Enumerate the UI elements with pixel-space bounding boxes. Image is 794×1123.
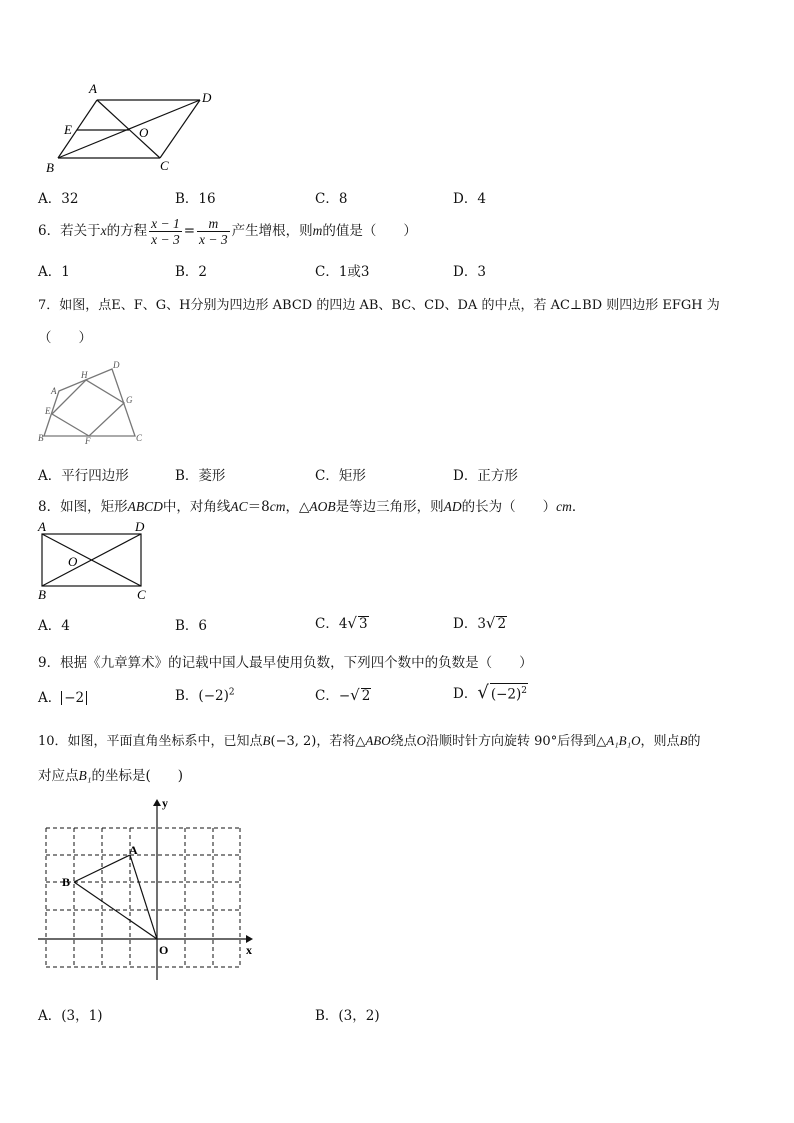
q8-p2: 中，对角线 [162, 499, 231, 515]
q6-mid1: 的方程 [106, 223, 148, 239]
q10-p2: ，若将△ [316, 734, 366, 749]
q8-option-d-pre: D．3 [453, 616, 486, 632]
q8-option-d-radicand: 2 [497, 616, 507, 632]
q7-quad-efgh [52, 380, 124, 436]
q7-stem-line2: （ ） [38, 330, 92, 346]
q10-b2: B [679, 733, 688, 748]
q10-stem-line1 [38, 730, 701, 749]
sqrt-icon: √ [350, 686, 360, 704]
q8-label-o: O [68, 554, 78, 569]
q9-option-d-base: (−2) [490, 686, 522, 702]
q6-stem [38, 214, 417, 248]
q8-option-d[interactable] [453, 612, 507, 632]
q8-ad: AD [443, 499, 462, 514]
q9-option-d-radicand [490, 683, 528, 702]
q6-option-b[interactable]: B．2 [175, 264, 208, 280]
q10-option-b[interactable]: B．(3，2) [315, 1008, 380, 1024]
q10-p4: 沿顺时针方向旋转 90°后得到△ [426, 734, 607, 749]
q6-option-a[interactable]: A．1 [38, 264, 70, 280]
q9-option-b-base: (−2) [198, 688, 229, 704]
q7-label-d: D [113, 360, 120, 370]
q7-label-f: F [85, 436, 91, 446]
q8-ac: AC [230, 499, 248, 514]
q10-line2-post: 的坐标是( ) [91, 768, 183, 784]
q6-frac1-num: x − 1 [151, 216, 180, 231]
q10-x-arrow-icon [246, 935, 253, 943]
q10-line2-pre: 对应点 [38, 768, 79, 784]
q6-option-d[interactable]: D．3 [453, 264, 486, 280]
q7-option-a[interactable]: A．平行四边形 [38, 468, 129, 484]
q9-stem: 9．根据《九章算术》的记载中国人最早使用负数，下列四个数中的负数是（ ） [38, 655, 533, 671]
q8-rectangle-figure [34, 518, 159, 602]
q8-option-c-pre: C．4 [315, 616, 348, 632]
q6-var-x: x [100, 223, 107, 238]
q5-parallelogram-figure [40, 80, 230, 180]
q5-option-a[interactable]: A．32 [38, 191, 79, 207]
q7-quad-abcd [44, 369, 135, 436]
q6-equals: = [183, 223, 196, 239]
q8-aob: AOB [309, 499, 336, 514]
q5-option-c[interactable]: C．8 [315, 191, 348, 207]
q8-p5: 是等边三角形，则 [335, 499, 444, 515]
q7-label-b: B [38, 433, 44, 443]
q8-cm2: cm [556, 499, 572, 514]
q10-option-a[interactable]: A．(3，1) [38, 1008, 103, 1024]
sqrt-icon: √ [477, 682, 489, 703]
q6-mid2: 产生增根，则 [231, 223, 313, 239]
q8-p6: 的长为（ ） [461, 499, 557, 515]
q8-option-c-radicand: 3 [358, 616, 368, 632]
q8-p1: 8．如图，矩形 [38, 499, 128, 515]
q10-b: B [262, 733, 271, 748]
q9-option-d-exponent: 2 [521, 685, 527, 696]
q9-option-d-pre: D． [453, 686, 478, 702]
q9-option-b-pre: B． [175, 688, 199, 704]
q10-coord: (−3, 2) [270, 734, 317, 749]
q8-cm1: cm [269, 499, 286, 514]
q8-option-a[interactable]: A．4 [38, 618, 70, 634]
q10-p6: 的 [687, 734, 701, 749]
q5-label-e: E [64, 122, 72, 137]
q9-option-a-pre: A． [38, 690, 62, 706]
q10-stem-line2 [38, 764, 183, 784]
q8-label-b: B [38, 587, 46, 602]
q7-label-c: C [136, 433, 143, 443]
q7-label-g: G [126, 395, 133, 405]
q9-option-c-pre: C．− [315, 688, 351, 704]
q9-option-a-absval: −2 [61, 691, 87, 705]
q9-option-d[interactable] [453, 682, 528, 703]
q7-option-c[interactable]: C．矩形 [315, 468, 366, 484]
q9-option-b-exponent: 2 [228, 687, 235, 698]
sqrt-icon: √ [347, 614, 357, 632]
q8-p7: ． [571, 499, 586, 515]
q7-stem-line1: 7．如图，点E、F、G、H分别为四边形 ABCD 的四边 AB、BC、CD、DA 的中点，若 AC⊥BD 则四边形 EFGH 为 [38, 298, 720, 313]
q10-o: O [416, 733, 427, 748]
q9-option-b[interactable] [175, 684, 235, 704]
q6-fraction-right [197, 216, 230, 247]
q8-p4: ，△ [285, 499, 310, 515]
q10-y-arrow-icon [153, 799, 161, 806]
q5-label-o: O [139, 125, 149, 140]
q10-a1b1o: A₁B₁O [606, 733, 641, 748]
q10-label-o: O [159, 943, 169, 957]
q8-label-a: A [38, 519, 46, 534]
q10-grid-lines [46, 828, 240, 967]
q6-fraction-left [149, 216, 182, 247]
q6-frac2-num: m [197, 216, 230, 232]
sqrt-icon: √ [485, 614, 496, 632]
q10-segment-ao [130, 855, 157, 939]
q6-suffix: 的值是（ ） [322, 223, 417, 239]
q5-option-d[interactable]: D．4 [453, 191, 486, 207]
q10-p3: 绕点 [390, 734, 417, 749]
q5-option-b[interactable]: B．16 [175, 191, 216, 207]
q10-b1: B₁ [78, 768, 92, 783]
q7-label-e: E [45, 406, 51, 416]
q8-label-d: D [135, 519, 145, 534]
q10-label-a: A [129, 843, 138, 857]
q6-frac2-den: x − 3 [199, 232, 228, 247]
q6-prefix: 6．若关于 [38, 223, 101, 239]
q7-option-d[interactable]: D．正方形 [453, 468, 518, 484]
q7-quadrilateral-figure [36, 358, 146, 448]
q5-label-a: A [89, 81, 97, 96]
q6-frac1-den: x − 3 [151, 232, 180, 247]
q8-stem [38, 495, 585, 515]
q10-abo: ABO [365, 733, 391, 748]
q10-label-b: B [62, 875, 71, 889]
q10-p1: 10．如图，平面直角坐标系中，已知点 [38, 734, 263, 749]
q7-label-h: H [81, 370, 88, 380]
q5-label-b: B [46, 160, 54, 175]
q10-label-x: x [246, 943, 252, 957]
q10-coordinate-grid-figure [34, 792, 264, 982]
q8-label-c: C [137, 587, 146, 602]
q10-label-y: y [162, 796, 168, 810]
q8-option-c[interactable] [315, 612, 369, 632]
q5-label-c: C [160, 158, 169, 173]
q8-option-b[interactable]: B．6 [175, 618, 208, 634]
q8-abcd: ABCD [127, 499, 163, 514]
q6-var-m: m [312, 223, 323, 238]
q6-option-c[interactable]: C．1或3 [315, 264, 370, 280]
q9-option-c-radicand: 2 [361, 688, 371, 704]
q5-label-d: D [202, 90, 212, 105]
q10-p5: ，则点 [640, 734, 680, 749]
q8-p3: ＝8 [247, 499, 270, 515]
q7-option-b[interactable]: B．菱形 [175, 468, 226, 484]
q5-diagonal-bd [58, 100, 200, 158]
q7-label-a: A [51, 386, 57, 396]
q9-option-c[interactable] [315, 684, 371, 704]
q9-option-a[interactable] [38, 686, 87, 706]
